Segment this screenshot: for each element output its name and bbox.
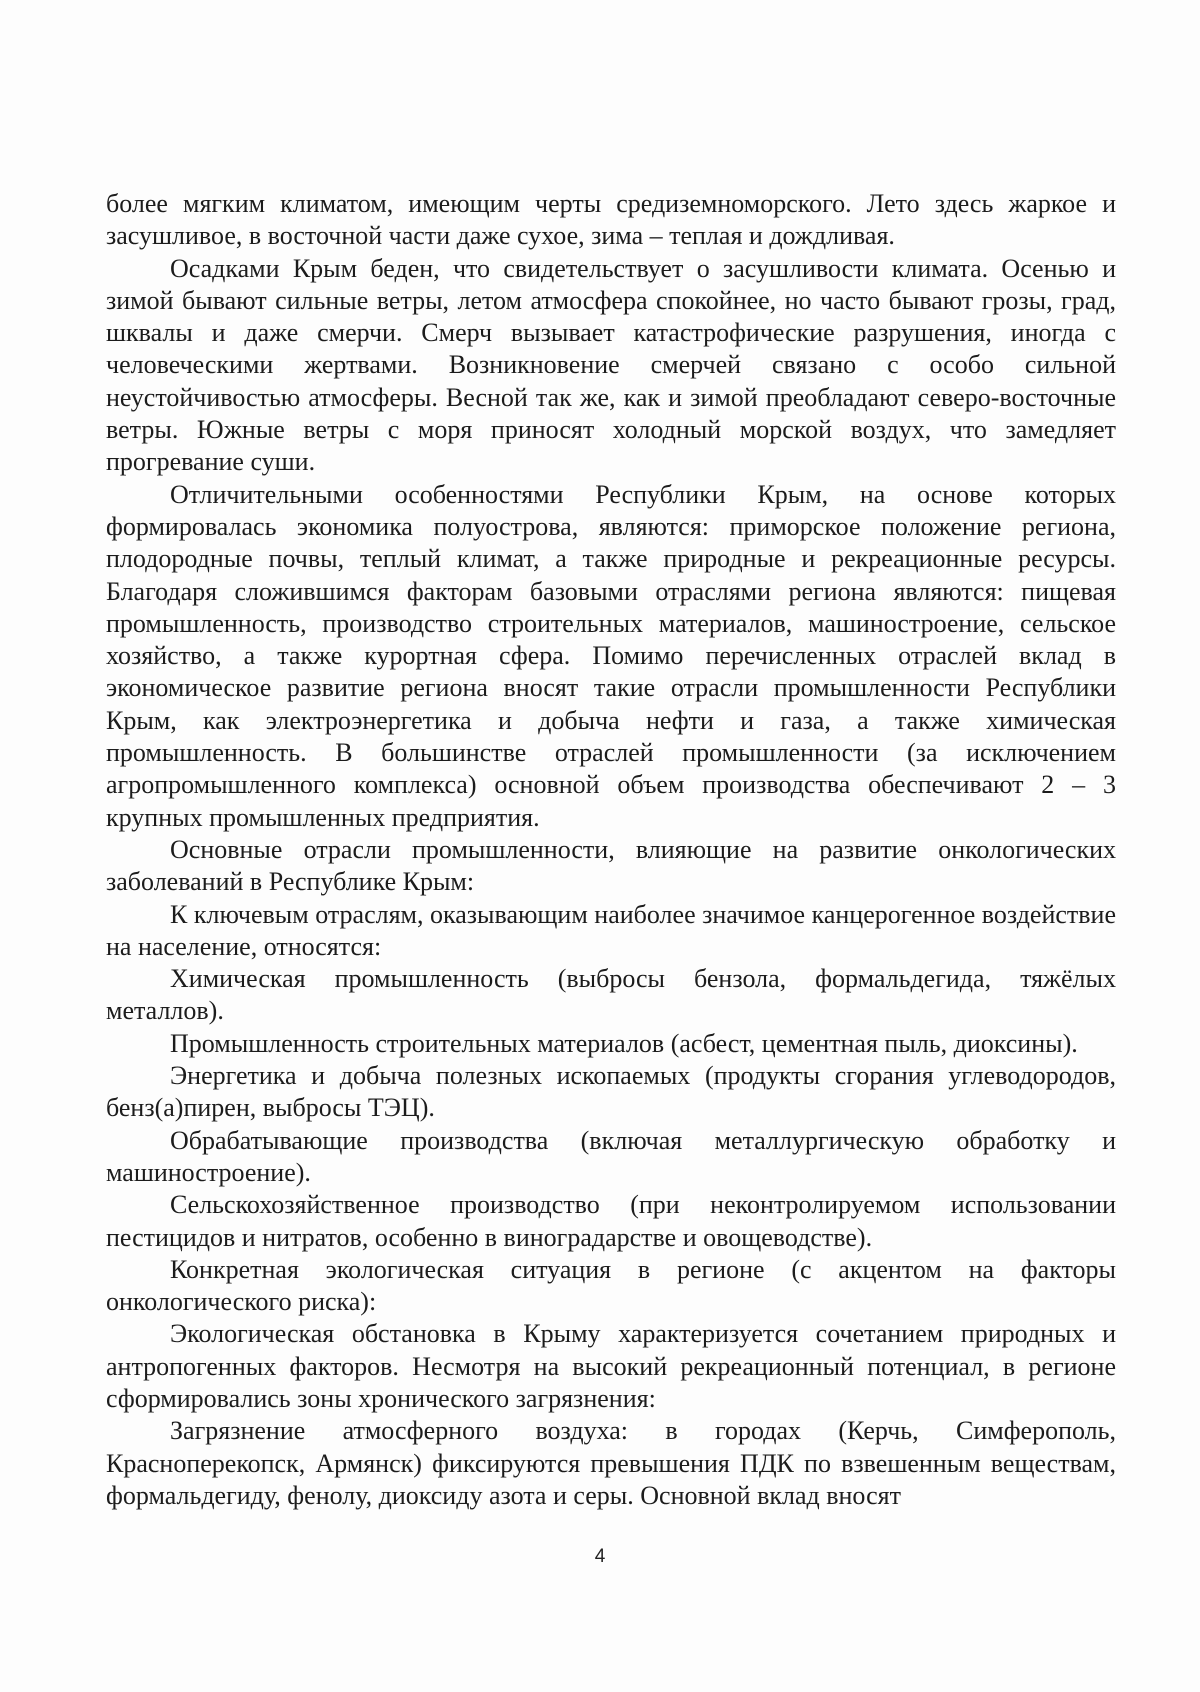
paragraph-building-materials: Промышленность строительных материалов (асбест, цементная пыль, диоксины). (170, 1028, 1078, 1058)
paragraph-manufacturing: Обрабатывающие производства (включая металлургическую обработку и машиностроение). (106, 1125, 1116, 1187)
paragraph-key-industries: К ключевым отраслям, оказывающим наиболее значимое канцерогенное воздействие на население, относятся: (106, 899, 1117, 961)
paragraph-ecological-situation: Конкретная экологическая ситуация в регионе (с акцентом на факторы онкологического риска): (106, 1254, 1116, 1317)
paragraph-economy: Отличительными особенностями Республики Крым, на основе которых формировалась экономика полуострова, являются: приморское положение региона, плодородные почвы, теплый климат, а также природные и рекреационные ресурсы. Благодаря сложившимся факторам базовыми отраслями региона являются: пищевая промышленность, производство строительных материалов, машиностроение, сельское хозяйство, а также курортная сфера. Помимо перечисленных отраслей вклад в экономическое развитие региона вносят такие отрасли промышленности Республики Крым, как электроэнергетика и добыча нефти и газа, а также химическая промышленность. В большинстве отраслей промышленности (за исключением агропромышленного комплекса) основной объем производства обеспечивают 2 – 3 крупных промышленных предприятия. (106, 479, 1116, 832)
paragraph-industries-intro: Основные отрасли промышленности, влияющие на развитие онкологических заболеваний в Республике Крым: (106, 834, 1116, 897)
paragraph-ecology-overview: Экологическая обстановка в Крыму характеризуется сочетанием природных и антропогенных факторов. Несмотря на высокий рекреационный потенциал, в регионе сформировались зоны хронического загрязнения: (106, 1319, 1116, 1413)
paragraph-precipitation: Осадками Крым беден, что свидетельствует о засушливости климата. Осенью и зимой бывают сильные ветры, летом атмосфера спокойнее, но часто бывают грозы, град, шквалы и даже смерчи. Смерч вызывает катастрофические разрушения, иногда с человеческими жертвами. Возникновение смерчей связано с особо сильной неустойчивостью атмосферы. Весной так же, как и зимой преобладают северо-восточные ветры. Южные ветры с моря приносят холодный морской воздух, что замедляет прогревание суши. (106, 253, 1116, 477)
paragraph-climate-continued: более мягким климатом, имеющим черты средиземноморского. Лето здесь жаркое и засушливое, в восточной части даже сухое, зима – теплая и дождливая. (106, 189, 1116, 251)
paragraph-energy-mining: Энергетика и добыча полезных ископаемых (продукты сгорания углеводородов, бенз(а)пирен, выбросы ТЭЦ). (106, 1061, 1116, 1123)
paragraph-agriculture: Сельскохозяйственное производство (при неконтролируемом использовании пестицидов и нитратов, особенно в виноградарстве и овощеводстве). (106, 1190, 1116, 1252)
paragraph-air-pollution: Загрязнение атмосферного воздуха: в городах (Керчь, Симферополь, Красноперекопск, Армянск) фиксируются превышения ПДК по взвешенным веществам, формальдегиду, фенолу, диоксиду азота и серы. Основной вклад вносят (106, 1416, 1116, 1510)
body-text (106, 188, 1116, 1512)
page-number: 4 (594, 1546, 606, 1567)
paragraph-chemical-industry: Химическая промышленность (выбросы бензола, формальдегида, тяжёлых металлов). (106, 964, 1116, 1026)
